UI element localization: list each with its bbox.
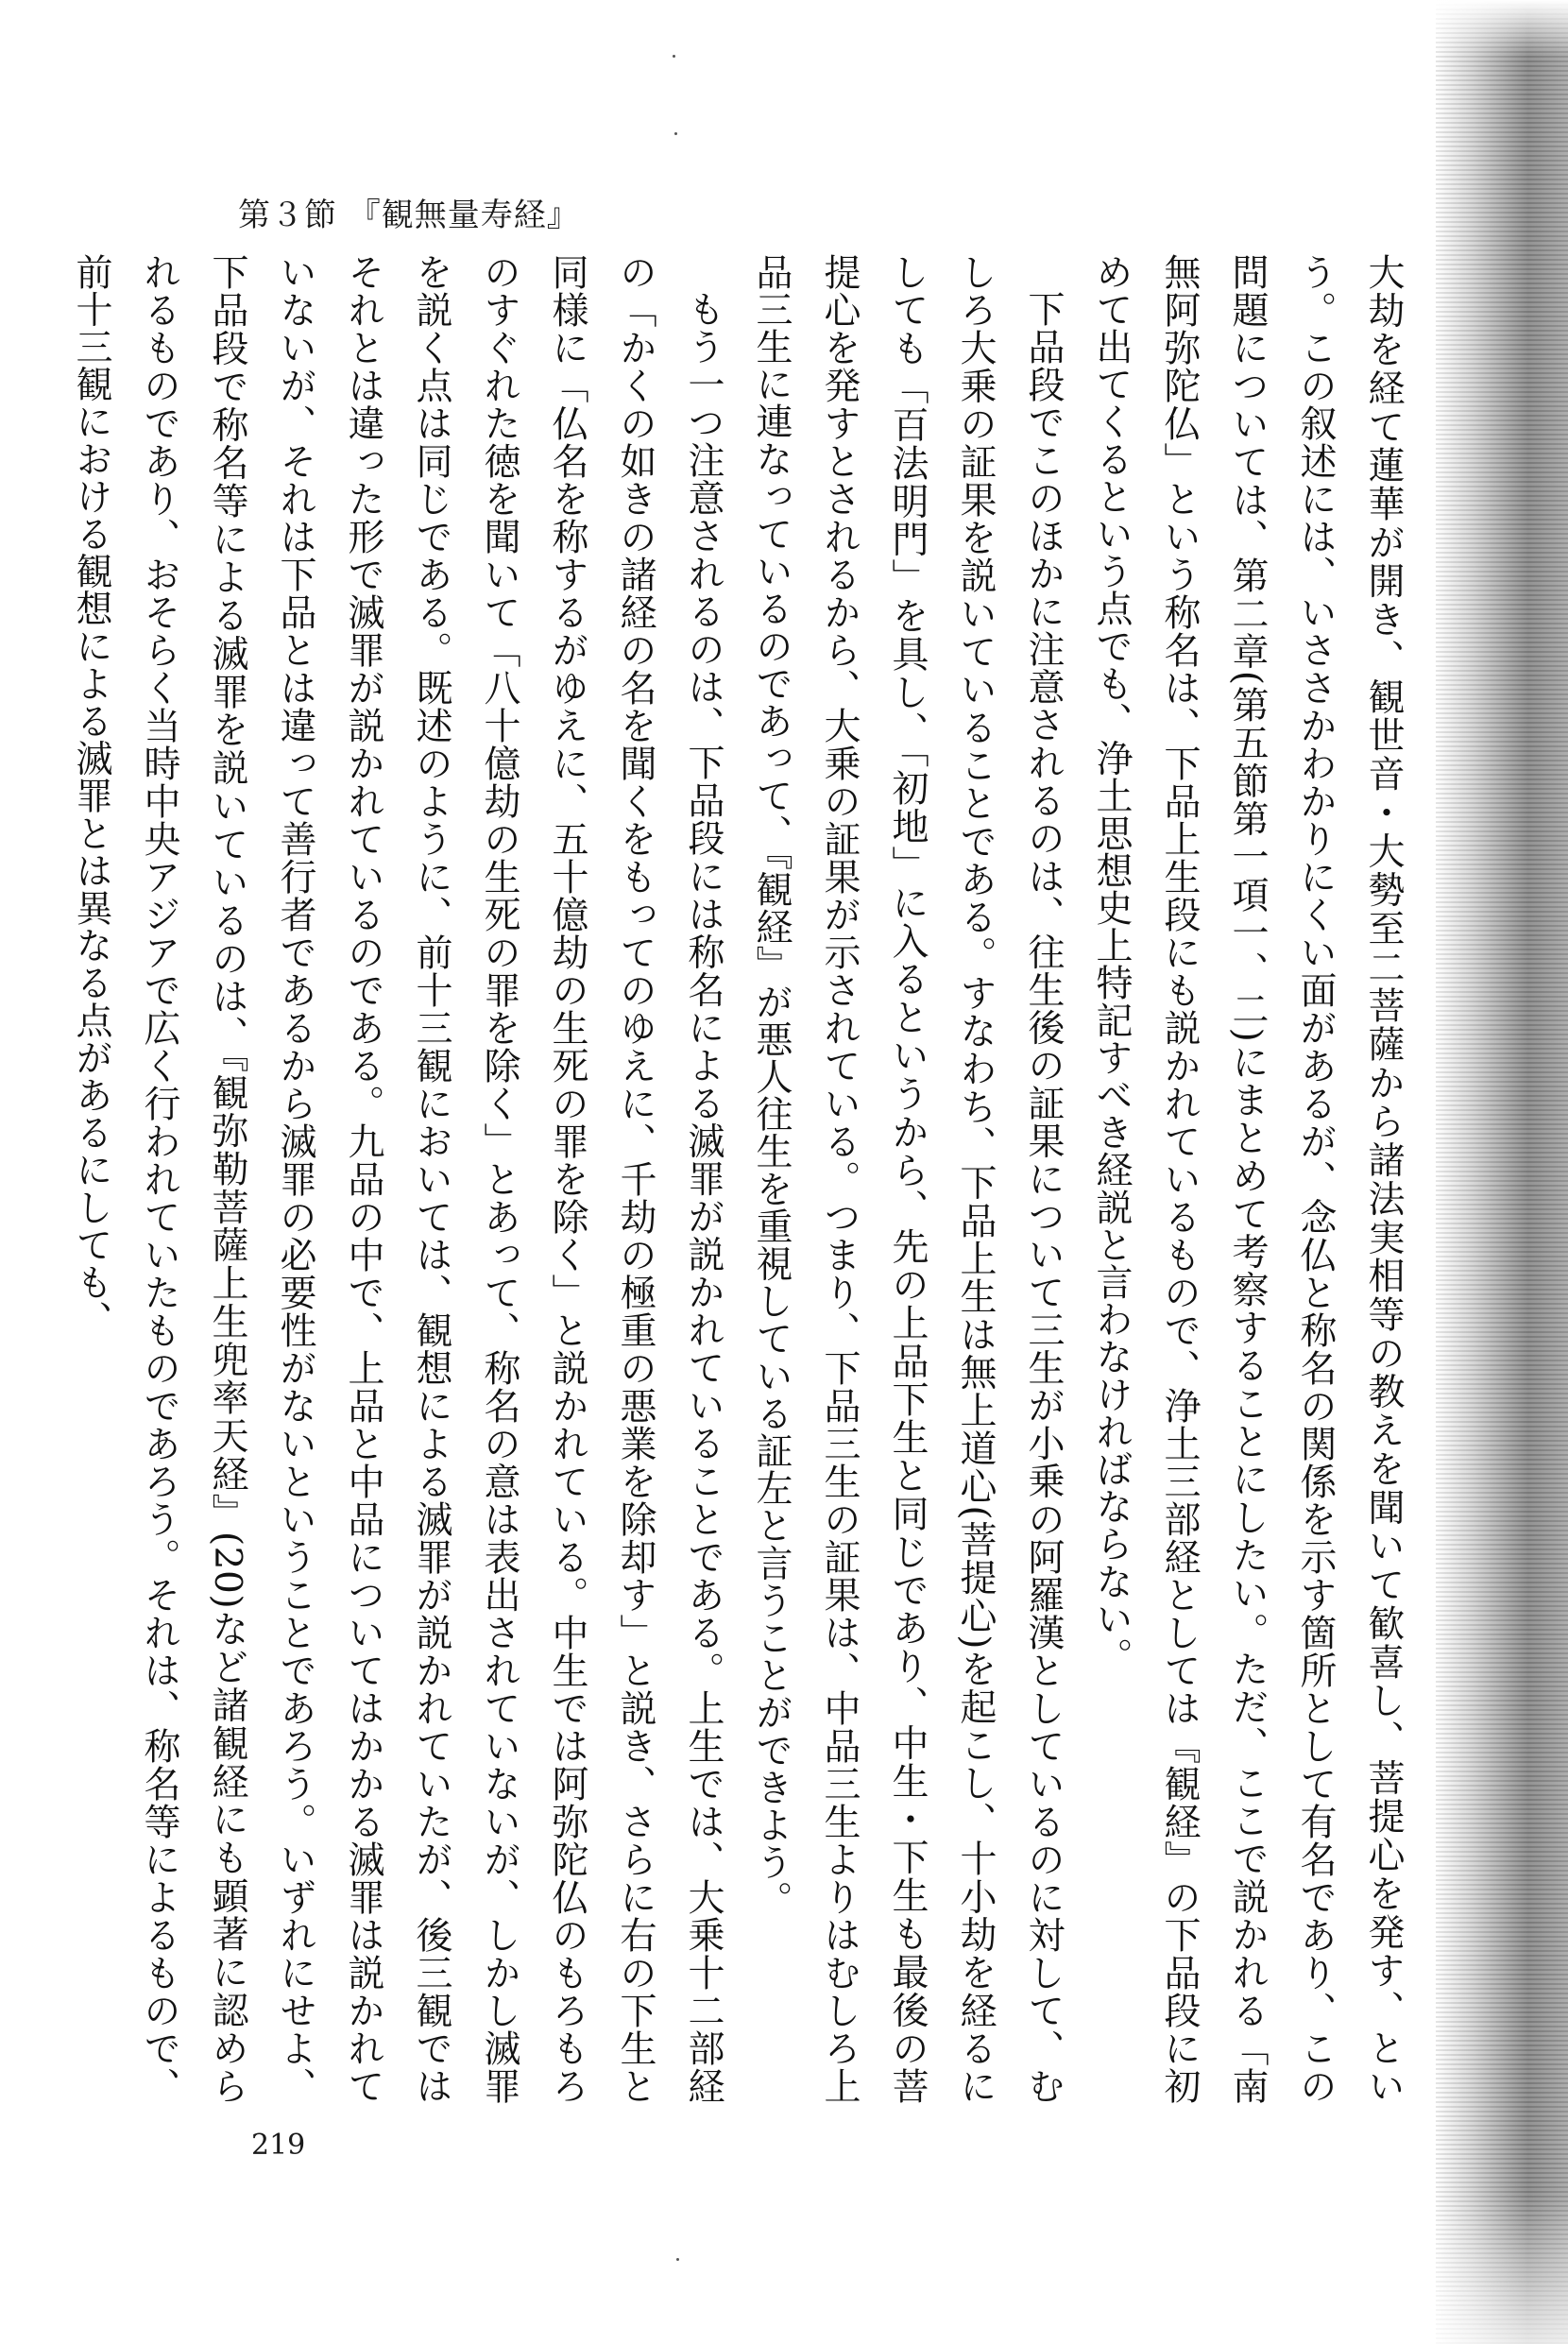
vertical-body-text [70, 253, 1417, 2105]
page-number: 219 [251, 2129, 306, 2162]
paragraph: 大劫を経て蓮華が開き、観世音・大勢至二菩薩から諸法実相等の教えを聞いて歓喜し、菩提心を発す、という。この叙述には、いささかわかりにくい面があるが、念仏と称名の関係を示す箇所として有名であり、この問題については、第二章(第五節第一項一、二)にまとめて考察することにしたい。ただ、ここで説かれる「南無阿弥陀仏」という称名は、下品上生段にも説かれているもので、浄土三部経としては『観経』の下品段に初めて出てくるという点でも、浄土思想史上特記すべき経説と言わなければならない。 [1090, 253, 1405, 2105]
scan-speck [673, 55, 675, 58]
scan-speck [674, 132, 677, 135]
paragraph: 下品段でこのほかに注意されるのは、往生後の証果について三生が小乗の阿羅漢としているのに対して、むしろ大乗の証果を説いていることである。すなわち、下品上生は無上道心(菩提心)を起こし、十小劫を経るにしても「百法明門」を具し、「初地」に入るというから、先の上品下生と同じであり、中生・下生も最後の菩提心を発すとされるから、大乗の証果が示されている。つまり、下品三生の証果は、中品三生よりはむしろ上品三生に連なっているのであって、『観経』が悪人往生を重視している証左と言うことができよう。 [750, 253, 1065, 2105]
paragraph: もう一つ注意されるのは、下品段には称名による滅罪が説かれていることである。上生では、大乗十二部経の「かくの如きの諸経の名を聞くをもってのゆえに、千劫の極重の悪業を除却す」と説き、さらに右の下生と同様に「仏名を称するがゆえに、五十億劫の生死の罪を除く」と説かれている。中生では阿弥陀仏のもろもろのすぐれた徳を聞いて「八十億劫の生死の罪を除く」とあって、称名の意は表出されていないが、しかし滅罪を説く点は同じである。既述のように、前十三観においては、観想による滅罪が説かれていたが、後三観ではそれとは違った形で滅罪が説かれているのである。九品の中で、上品と中品についてはかかる滅罪は説かれていないが、それは下品とは違って善行者であるから滅罪の必要性がないということであろう。いずれにせよ、下品段で称名等による滅罪を説いているのは、『観弥勒菩薩上生兜率天経』(20)など諸観経にも顕著に認められるものであり、おそらく当時中央アジアで広く行われていたものであろう。それは、称名等によるもので、前十三観における観想による滅罪とは異なる点があるにしても、 [70, 253, 724, 2105]
scan-speck [676, 2258, 679, 2261]
scan-edge-shadow [1436, 0, 1568, 2344]
running-head: 第３節 『観無量寿経』 [238, 197, 580, 234]
scan-edge-fade-bottom [1436, 2193, 1568, 2344]
scan-edge-fade-top [1436, 0, 1568, 57]
